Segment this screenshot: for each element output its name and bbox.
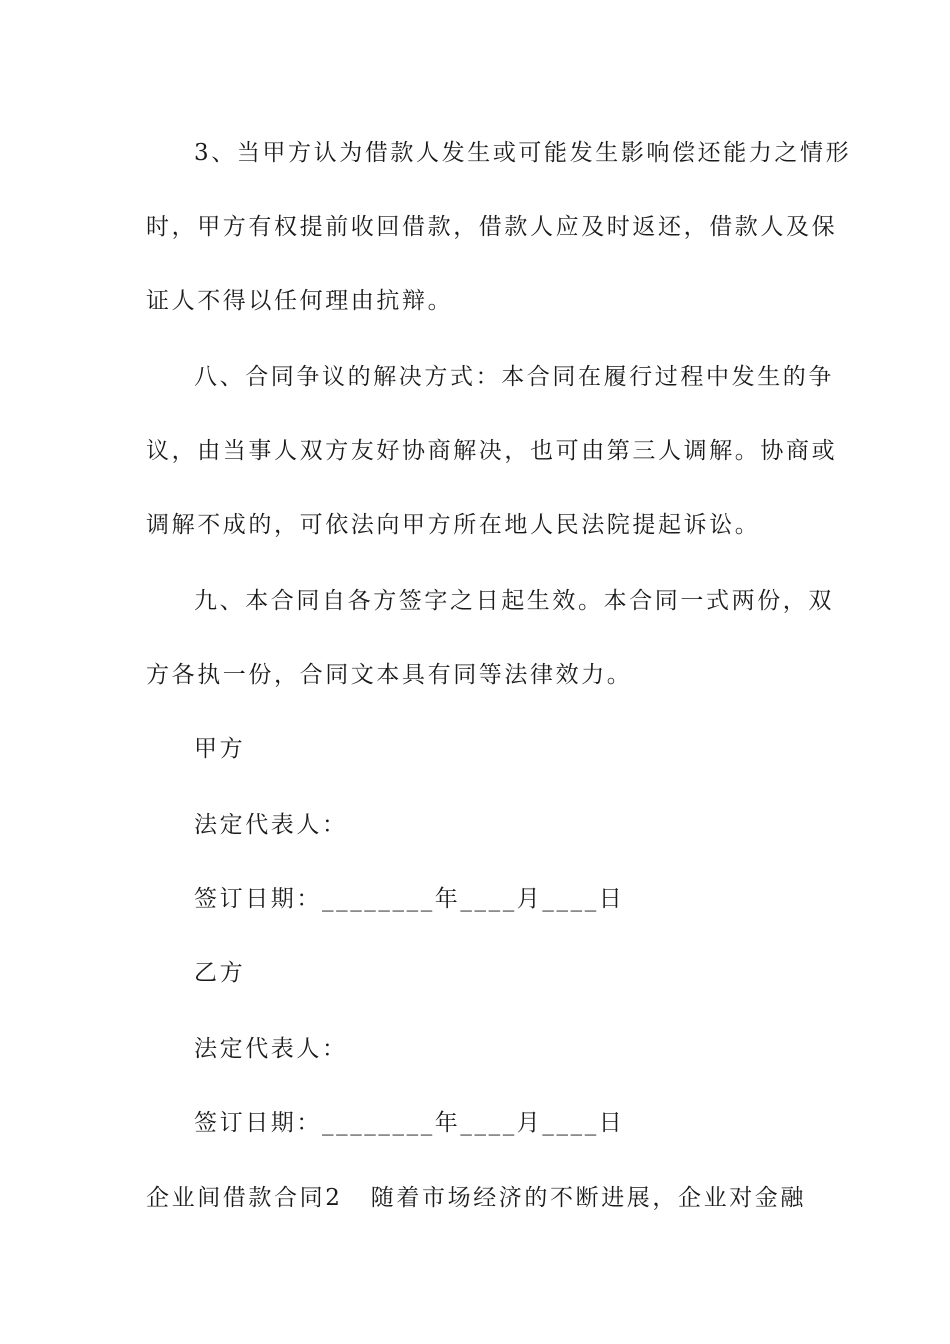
section-intro: 随着市场经济的不断进展，企业对金融: [370, 1185, 806, 1211]
paragraph-line: 3、当甲方认为借款人发生或可能发生影响偿还能力之情形: [194, 140, 852, 166]
paragraph-line: 调解不成的，可依法向甲方所在地人民法院提起诉讼。: [146, 512, 761, 538]
party-a-label: 甲方: [194, 736, 246, 762]
paragraph-line: 证人不得以任何理由抗辩。: [146, 288, 454, 314]
next-section-row: [146, 1183, 806, 1213]
paragraph-line: 八、合同争议的解决方式：本合同在履行过程中发生的争: [194, 364, 834, 390]
party-b-signing-date: 签订日期：________年____月____日: [194, 1110, 625, 1136]
party-b-label: 乙方: [194, 960, 246, 986]
section-title: 企业间借款合同2: [146, 1185, 343, 1211]
paragraph-line: 议，由当事人双方友好协商解决，也可由第三人调解。协商或: [146, 438, 838, 464]
paragraph-line: 九、本合同自各方签字之日起生效。本合同一式两份，双: [194, 588, 834, 614]
paragraph-line: 方各执一份，合同文本具有同等法律效力。: [146, 662, 633, 688]
paragraph-line: 时，甲方有权提前收回借款，借款人应及时返还，借款人及保: [146, 214, 838, 240]
party-a-representative: 法定代表人：: [194, 812, 348, 838]
party-b-representative: 法定代表人：: [194, 1036, 348, 1062]
party-a-signing-date: 签订日期：________年____月____日: [194, 886, 625, 912]
